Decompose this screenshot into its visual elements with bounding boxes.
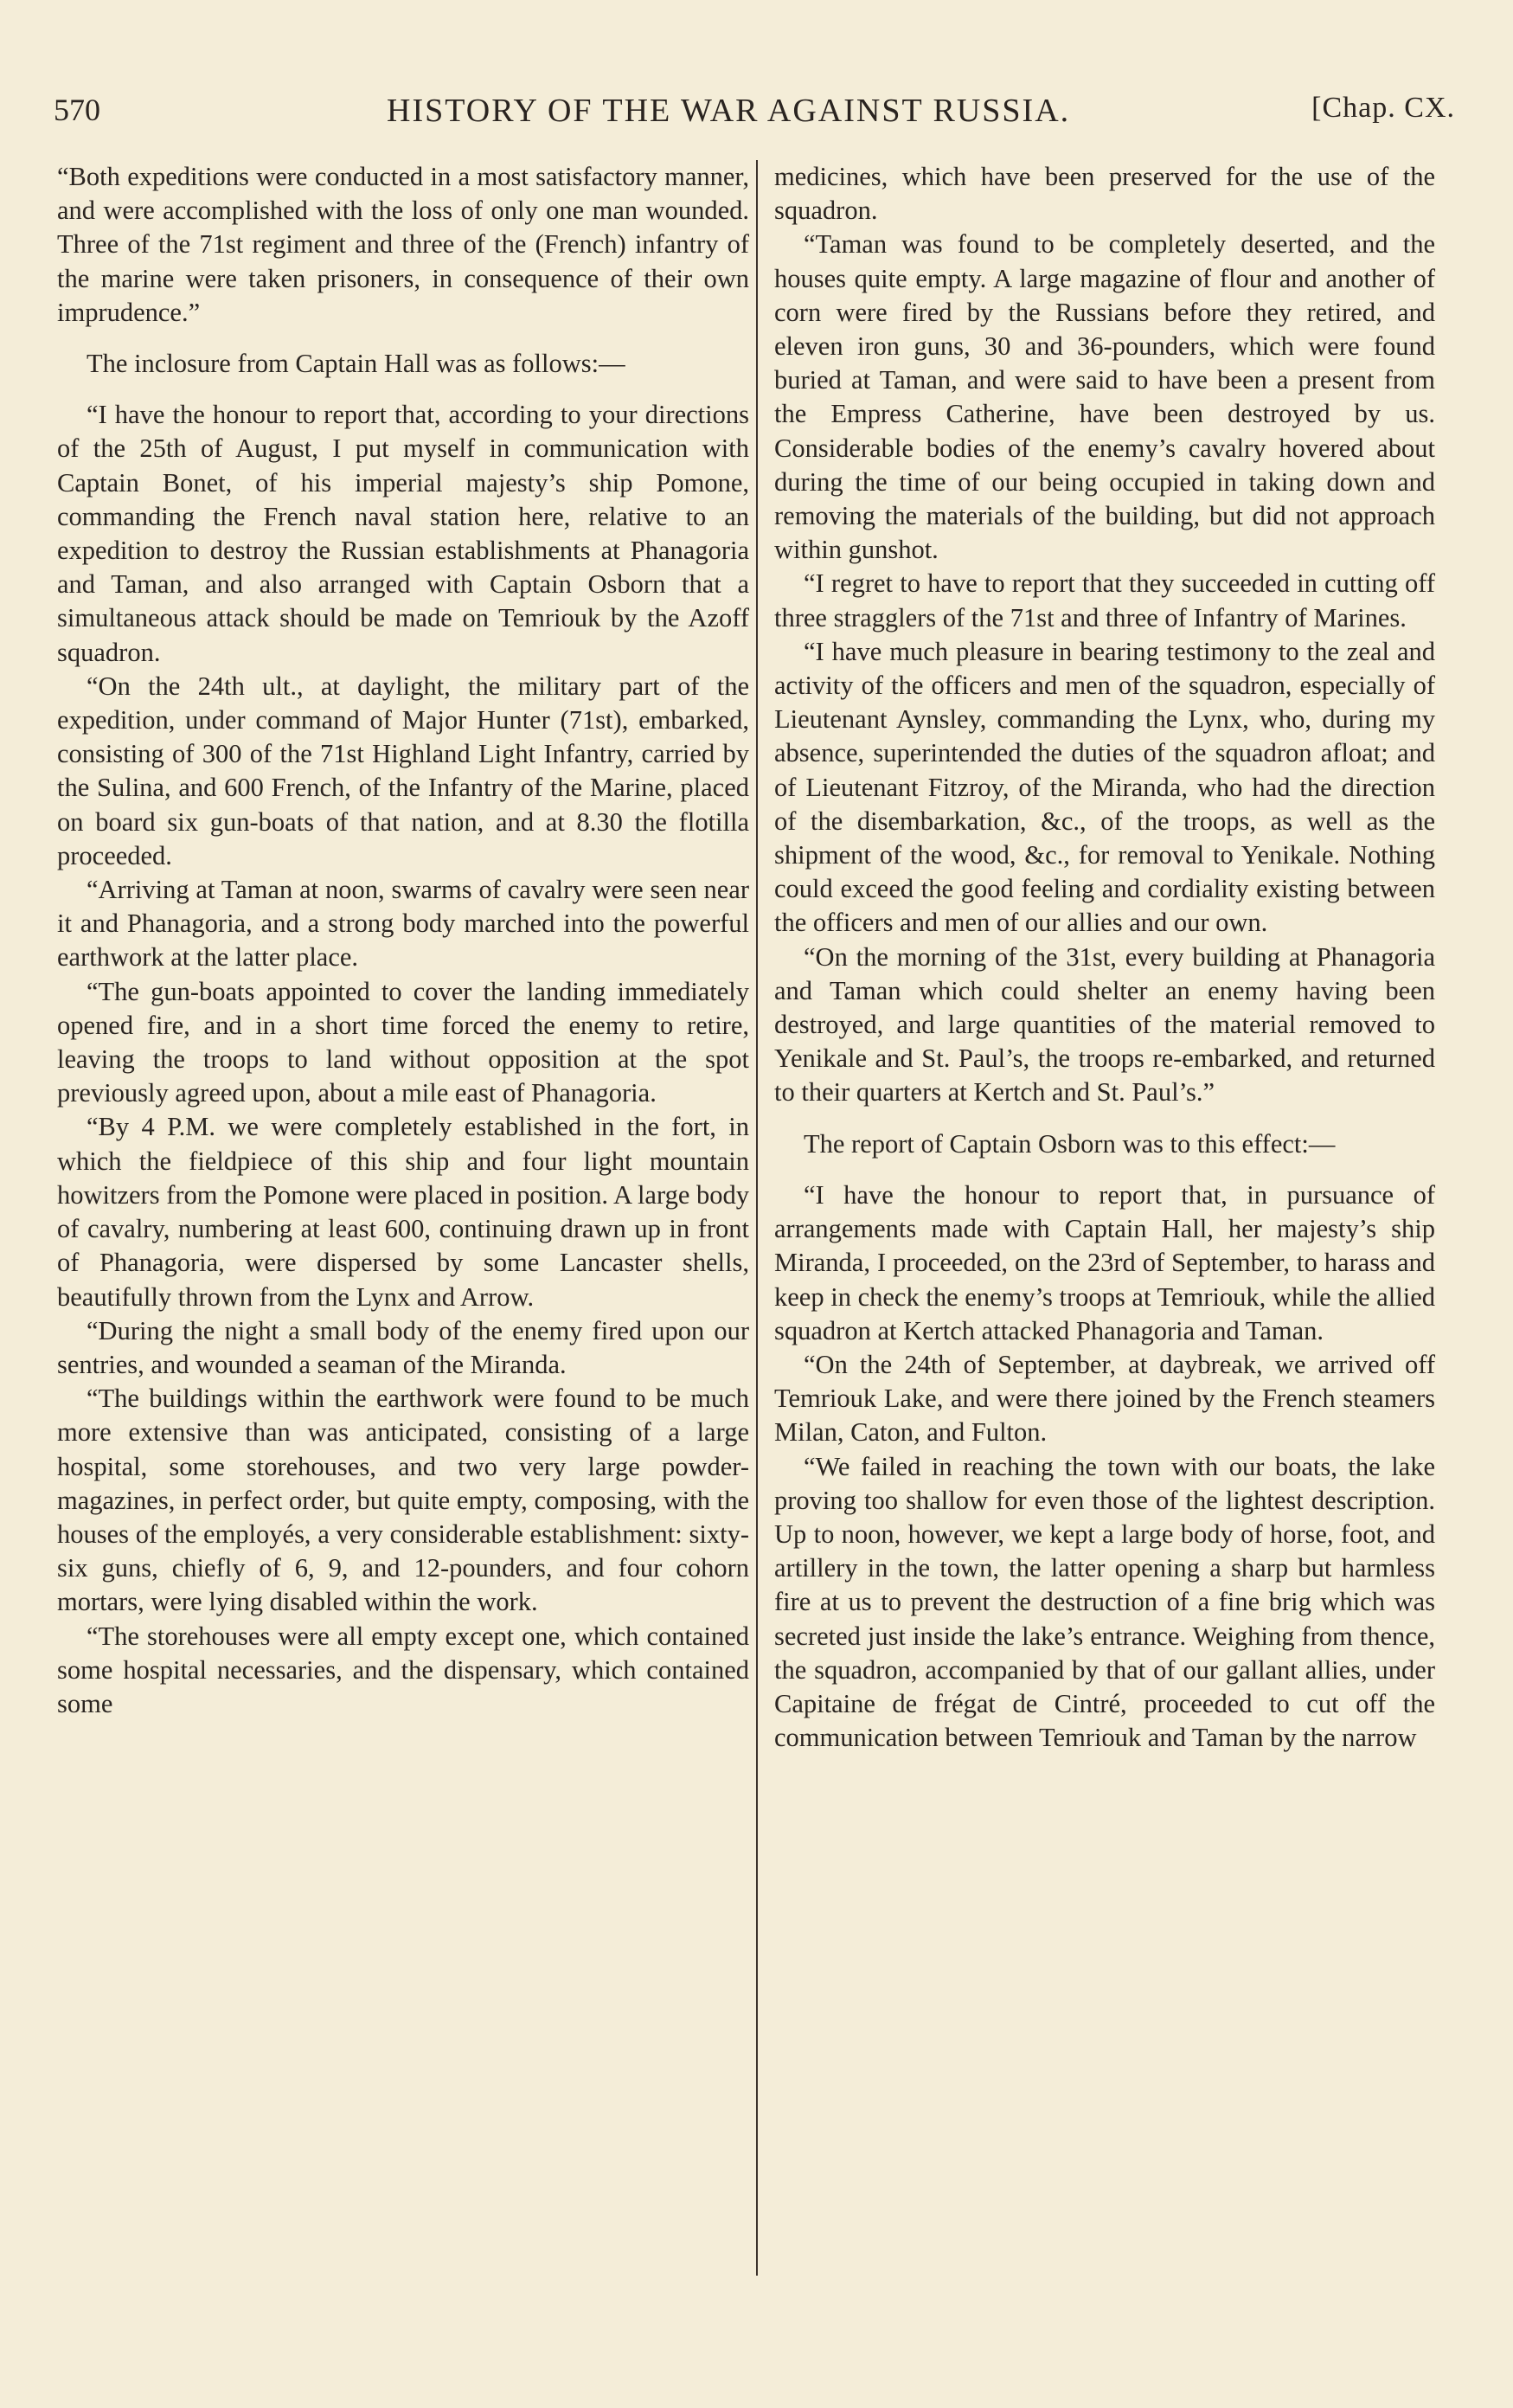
left-column (57, 160, 749, 1721)
paragraph: “Arriving at Taman at noon, swarms of cavalry were seen near it and Phanagoria, and a strong body marched into the powerful earthwork at the latter place. (57, 875, 749, 973)
right-column (774, 160, 1435, 1755)
paragraph: The inclosure from Captain Hall was as follows:— (87, 349, 625, 379)
paragraph: “Both expeditions were conducted in a most satisfactory manner, and were accomplished with the loss of only one man wounded. Three of the 71st regiment and three of the (French) infantry of the marine were taken prisoners, in consequence of their own imprudence.” (57, 162, 749, 327)
page-header (54, 87, 1455, 138)
running-title: HISTORY OF THE WAR AGAINST RUSSIA. (387, 93, 1071, 129)
page-number: 570 (54, 93, 100, 127)
paragraph: “By 4 P.M. we were completely established in the fort, in which the fieldpiece of this ship and four light mountain howitzers from the Pomone were placed in position. A large body of cavalry, numbering at least 600, continuing drawn up in front of Phanagoria, were dispersed by some Lancaster shells, beautifully thrown from the Lynx and Arrow. (57, 1112, 749, 1312)
paragraph: “On the 24th of September, at daybreak, we arrived off Temriouk Lake, and were there joined by the French steamers Milan, Caton, and Fulton. (774, 1349, 1435, 1448)
paragraph: “The buildings within the earthwork were found to be much more extensive than was anticipated, consisting of a large hospital, some storehouses, and two very large powder-magazines, in perfect order, but quite empty, composing, with the houses of the employés, a very considerable establishment: sixty-six guns, chiefly of 6, 9, and 12-pounders, and four cohorn mortars, were lying disabled within the work. (57, 1384, 749, 1617)
chapter-label: [Chap. CX. (1311, 92, 1455, 124)
paragraph: The report of Captain Osborn was to this effect:— (804, 1128, 1336, 1159)
paragraph: “The gun-boats appointed to cover the landing immediately opened fire, and in a short time forced the enemy to retire, leaving the troops to land without opposition at the spot previously agreed upon, about a mile east of Phanagoria. (57, 976, 749, 1108)
column-divider (756, 160, 758, 2276)
paragraph: “We failed in reaching the town with our boats, the lake proving too shallow for even those of the lightest description. Up to noon, however, we kept a large body of horse, foot, and artillery in the town, the latter opening a sharp but harmless fire at us to prevent the destruction of a fine brig which was secreted just inside the lake’s entrance. Weighing from thence, the squadron, accompanied by that of our gallant allies, under Capitaine de frégat de Cintré, proceeded to cut off the communication between Temriouk and Taman by the narrow (774, 1451, 1435, 1753)
paragraph: “I have much pleasure in bearing testimony to the zeal and activity of the officers and men of the squadron, especially of Lieutenant Aynsley, commanding the Lynx, who, during my absence, superintended the duties of the squadron afloat; and of Lieutenant Fitzroy, of the Miranda, who had the direction of the disembarkation, &c., of the troops, as well as the shipment of the wood, &c., for removal to Yenikale. Nothing could exceed the good feeling and cordiality existing between the officers and men of our allies and our own. (774, 636, 1435, 938)
paragraph: “On the morning of the 31st, every building at Phanagoria and Taman which could shelter an enemy having been destroyed, and large quantities of the material removed to Yenikale and St. Paul’s, the troops re-embarked, and returned to their quarters at Kertch and St. Paul’s.” (774, 941, 1435, 1108)
paragraph: “Taman was found to be completely deserted, and the houses quite empty. A large magazine of flour and another of corn were fired by the Russians before they retired, and eleven iron guns, 30 and 36-pounders, which were found buried at Taman, and were said to have been a present from the Empress Catherine, have been destroyed by us. Considerable bodies of the enemy’s cavalry hovered about during the time of our being occupied in taking down and removing the materials of the building, but did not approach within gunshot. (774, 229, 1435, 565)
paragraph: “On the 24th ult., at daylight, the military part of the expedition, under command of Major Hunter (71st), embarked, consisting of 300 of the 71st Highland Light Infantry, carried by the Sulina, and 600 French, of the Infantry of the Marine, placed on board six gun-boats of that nation, and at 8.30 the flotilla proceeded. (57, 671, 749, 870)
paragraph: “I have the honour to report that, according to your directions of the 25th of August, I put myself in communication with Captain Bonet, of his imperial majesty’s ship Pomone, commanding the French naval station here, relative to an expedition to destroy the Russian establishments at Phanagoria and Taman, and also arranged with Captain Osborn that a simultaneous attack should be made on Temriouk by the Azoff squadron. (57, 400, 749, 667)
paragraph: “I regret to have to report that they succeeded in cutting off three stragglers of the 71st and three of Infantry of Marines. (774, 568, 1435, 633)
paragraph: “During the night a small body of the enemy fired upon our sentries, and wounded a seaman of the Miranda. (57, 1315, 749, 1379)
paragraph: “The storehouses were all empty except one, which contained some hospital necessaries, and the dispensary, which contained some (57, 1621, 749, 1718)
paragraph: medicines, which have been preserved for the use of the squadron. (774, 162, 1435, 226)
paragraph: “I have the honour to report that, in pursuance of arrangements made with Captain Hall, her majesty’s ship Miranda, I proceeded, on the 23rd of September, to harass and keep in check the enemy’s troops at Temriouk, while the allied squadron at Kertch attacked Phanagoria and Taman. (774, 1179, 1435, 1345)
